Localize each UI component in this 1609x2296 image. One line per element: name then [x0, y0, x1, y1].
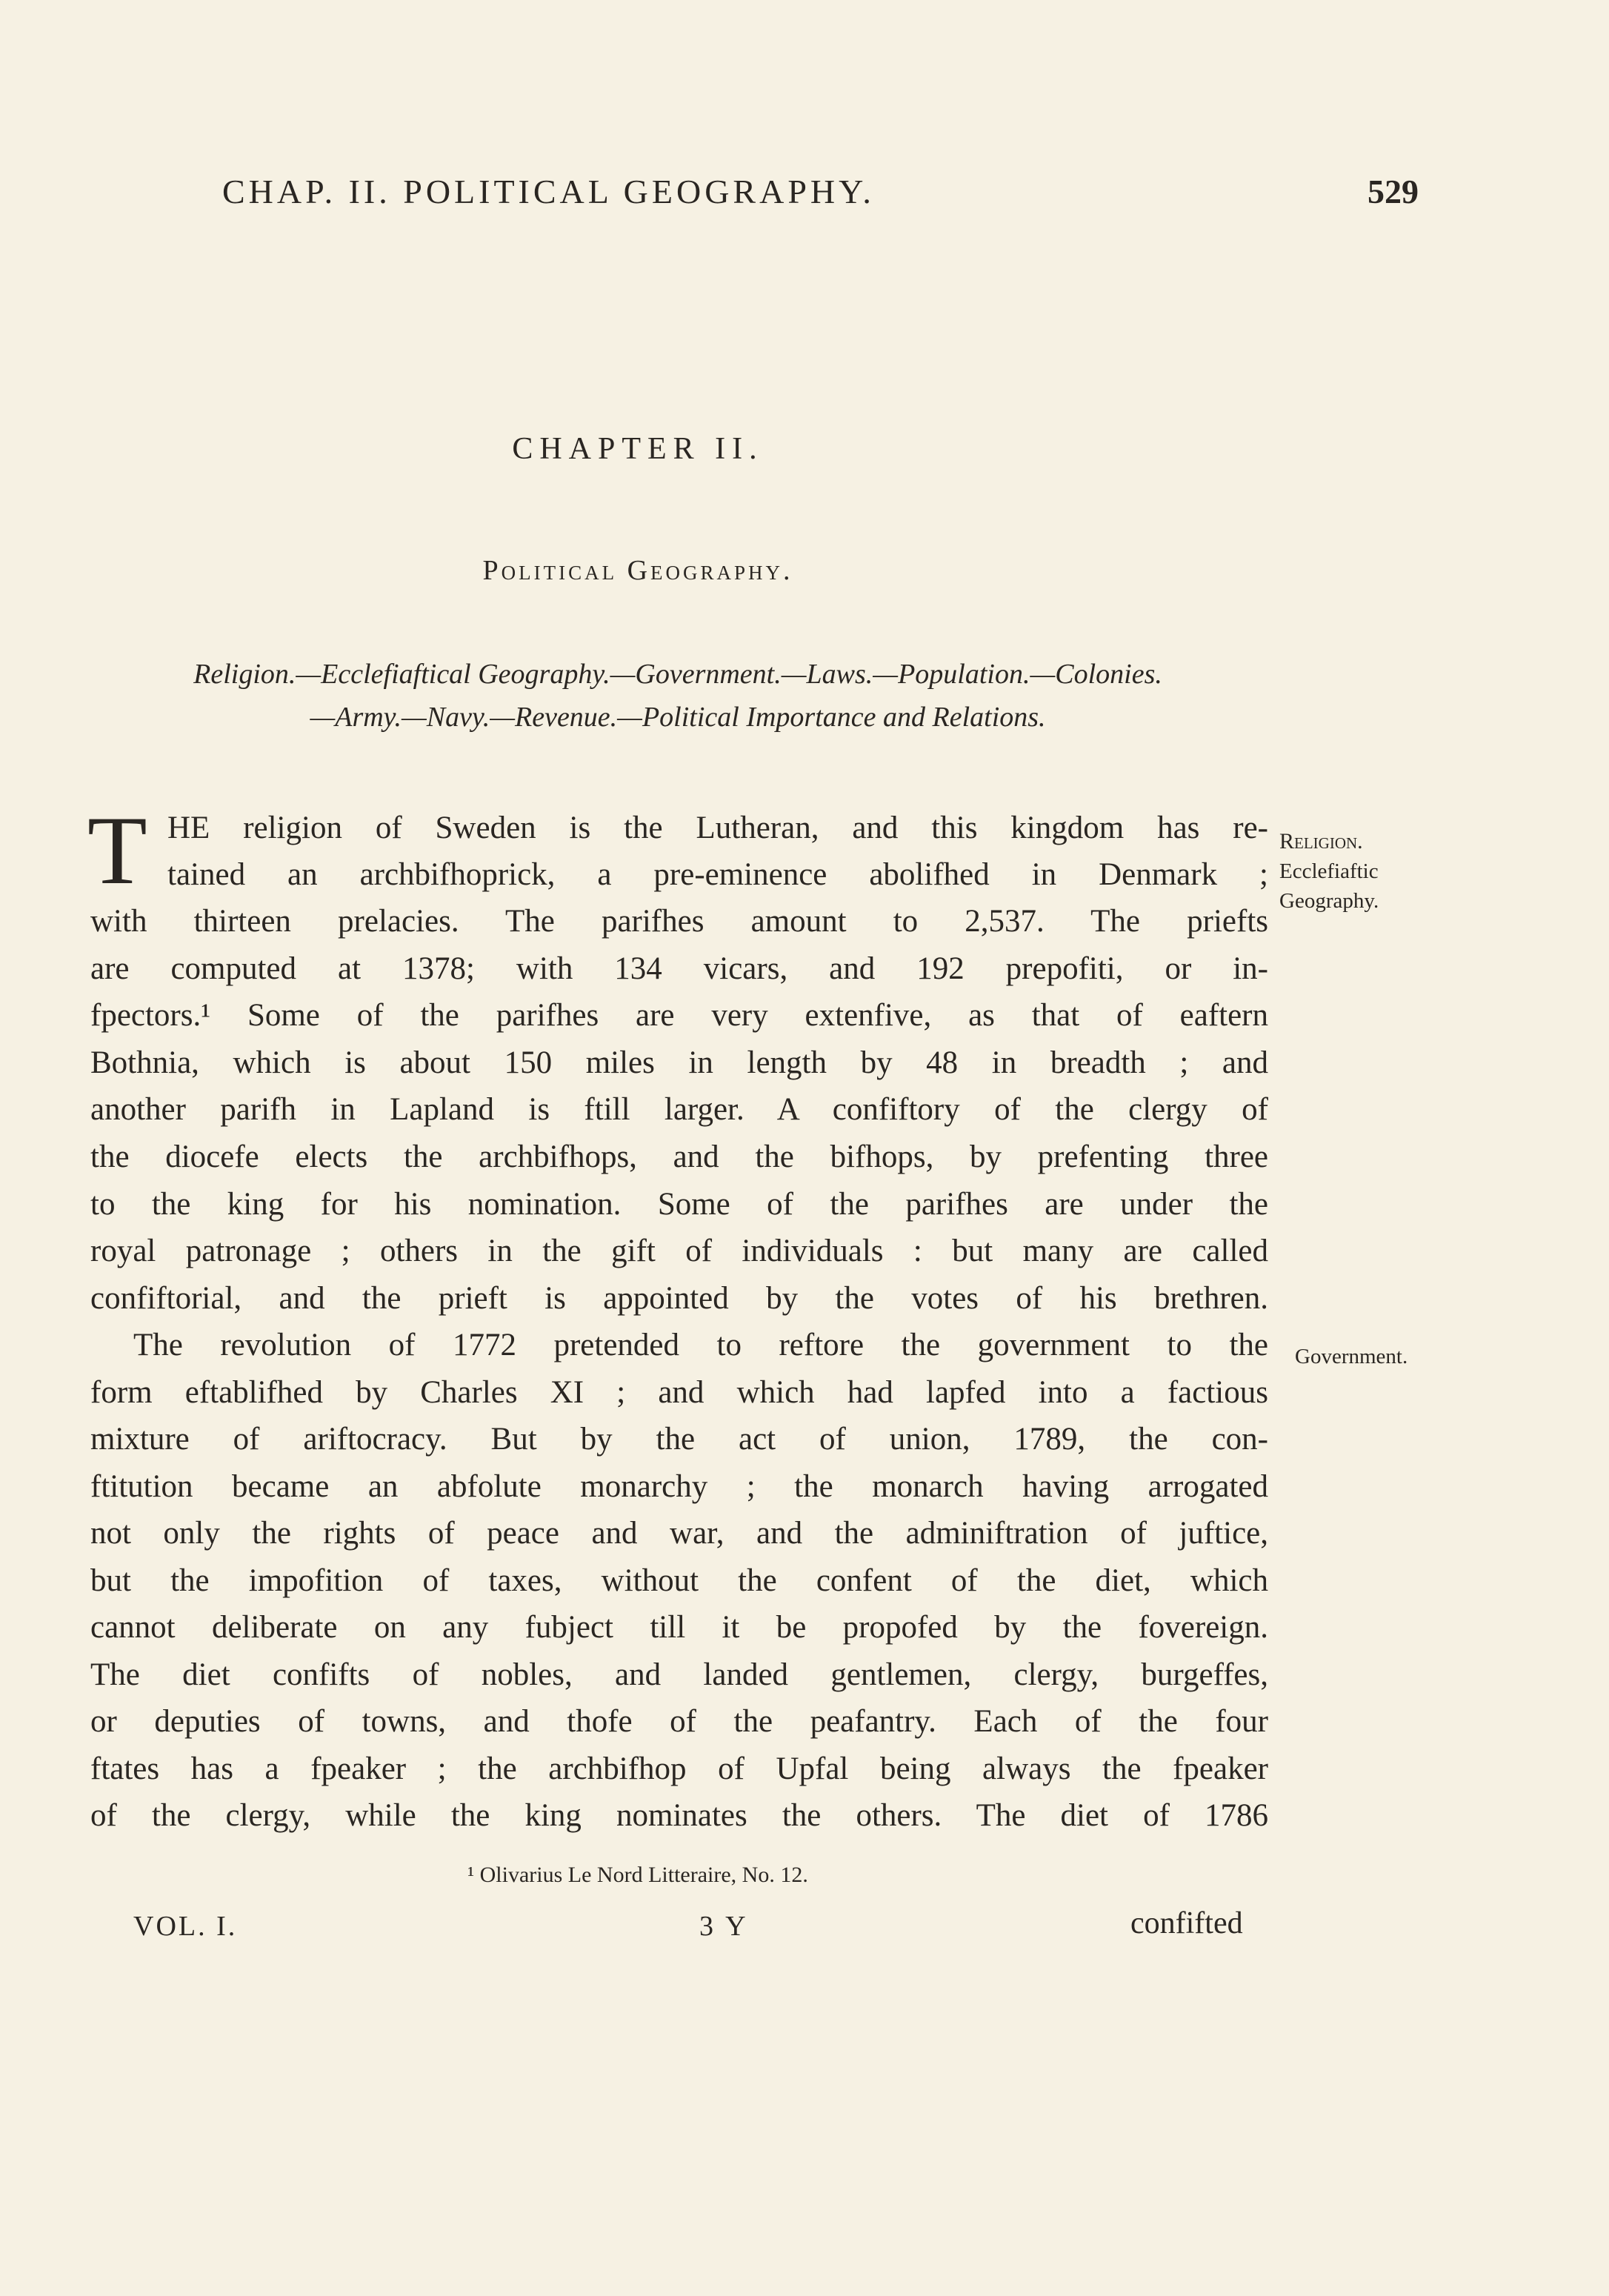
body-line: mixture of ariftocracy. But by the act of union, 1789, the con-	[90, 1422, 1268, 1457]
page-number: 529	[1368, 173, 1419, 210]
body-line: not only the rights of peace and war, and the adminiftration of juftice,	[90, 1516, 1268, 1551]
body-line: confiftorial, and the prieft is appointed by the votes of his brethren.	[90, 1281, 1268, 1316]
body-line: tained an archbifhoprick, a pre-eminence abolifhed in Denmark ;	[167, 857, 1268, 892]
running-head: CHAP. II. POLITICAL GEOGRAPHY.	[222, 173, 875, 210]
body-line: ftitution became an abfolute monarchy ; the monarch having arrogated	[90, 1469, 1268, 1504]
body-line: to the king for his nomination. Some of the parifhes are under the	[90, 1187, 1268, 1222]
chapter-title: CHAPTER II.	[512, 432, 764, 466]
body-line: cannot deliberate on any fubject till it be propofed by the fovereign.	[90, 1610, 1268, 1645]
body-line: royal patronage ; others in the gift of individuals : but many are called	[90, 1234, 1268, 1268]
body-line: of the clergy, while the king nominates the others. The diet of 1786	[90, 1798, 1268, 1833]
drop-cap: T	[87, 796, 147, 905]
body-line: fpectors.¹ Some of the parifhes are very extenfive, as that of eaftern	[90, 998, 1268, 1033]
body-line: Bothnia, which is about 150 miles in length by 48 in breadth ; and	[90, 1045, 1268, 1080]
gathering-mark: 3 Y	[699, 1911, 749, 1942]
body-line: but the impofition of taxes, without the confent of the diet, which	[90, 1563, 1268, 1598]
catchword: confifted	[1130, 1906, 1243, 1940]
margin-note-ecclesiastic: Ecclefiaftic	[1279, 859, 1379, 883]
body-line: with thirteen prelacies. The parifhes amount to 2,537. The priefts	[90, 904, 1268, 939]
body-line: or deputies of towns, and thofe of the peafantry. Each of the four	[90, 1704, 1268, 1739]
contents-line-2: —Army.—Navy.—Revenue.—Political Importance and Relations.	[310, 702, 1046, 733]
body-line: form eftablifhed by Charles XI ; and which had lapfed into a factious	[90, 1375, 1268, 1410]
margin-note-geography: Geography.	[1279, 889, 1379, 913]
body-line: ftates has a fpeaker ; the archbifhop of Upfal being always the fpeaker	[90, 1751, 1268, 1786]
margin-note-government: Government.	[1295, 1345, 1408, 1368]
margin-note-religion: Religion.	[1279, 829, 1363, 853]
volume-signature: VOL. I.	[133, 1911, 238, 1942]
body-line: HE religion of Sweden is the Lutheran, and this kingdom has re-	[167, 811, 1268, 845]
footnote: ¹ Olivarius Le Nord Litteraire, No. 12.	[467, 1863, 808, 1887]
contents-line-1: Religion.—Ecclefiaftical Geography.—Government.—Laws.—Population.—Colonies.	[193, 659, 1162, 690]
body-line: another parifh in Lapland is ftill larger. A confiftory of the clergy of	[90, 1092, 1268, 1127]
section-title: Political Geography.	[482, 555, 793, 586]
body-line: The diet confifts of nobles, and landed gentlemen, clergy, burgeffes,	[90, 1657, 1268, 1692]
body-line: are computed at 1378; with 134 vicars, and 192 prepofiti, or in-	[90, 951, 1268, 986]
body-line: the diocefe elects the archbifhops, and the bifhops, by prefenting three	[90, 1139, 1268, 1174]
body-line: The revolution of 1772 pretended to reftore the government to the	[133, 1328, 1268, 1362]
